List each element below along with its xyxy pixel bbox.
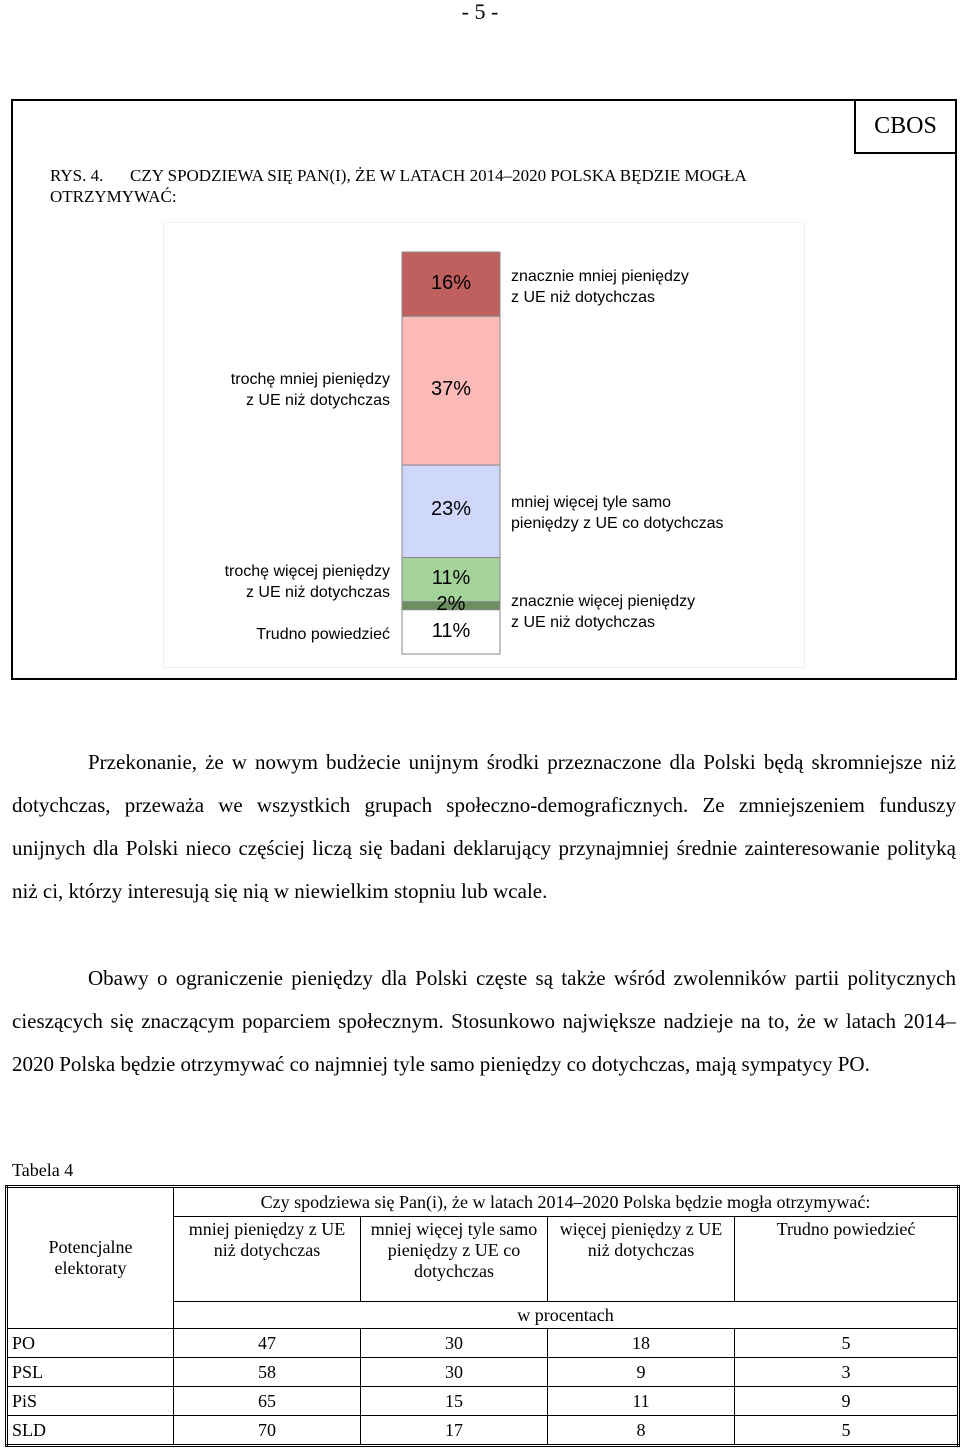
paragraph-1: Przekonanie, że w nowym budżecie unijnym środki przeznaczone dla Polski będą skromniejsze niż dotychczas, przeważa we wszystkich grupach społeczno-demograficznych. Ze zmniejszeniem funduszy unijnych dla Polski nieco częściej liczą się badani deklarujący przynajmniej średnie zainteresowanie polityką niż ci, którzy interesują się nią w niewielkim stopniu lub wcale. (12, 750, 956, 903)
table-caption: Tabela 4 (12, 1160, 74, 1180)
party-cell: PiS (7, 1387, 174, 1416)
value-cell: 8 (548, 1416, 735, 1446)
value-label-troche-mniej: 37% (430, 378, 472, 400)
row-header-cell (7, 1187, 174, 1329)
label-tyle-samo: mniej więcej tyle samo pieniędzy z UE co dotychczas (511, 494, 724, 532)
value-cell: 11 (548, 1387, 735, 1416)
value-label-znacznie-wiecej: 2% (436, 593, 466, 615)
value-cell: 47 (174, 1329, 361, 1358)
table-row (7, 1416, 959, 1446)
value-cell: 9 (548, 1358, 735, 1387)
party-cell: PSL (7, 1358, 174, 1387)
value-cell: 30 (361, 1329, 548, 1358)
value-cell: 65 (174, 1387, 361, 1416)
value-cell: 5 (735, 1329, 959, 1358)
col-header-trudno: Trudno powiedzieć (735, 1217, 959, 1302)
value-cell: 17 (361, 1416, 548, 1446)
figure-title-text: CZY SPODZIEWA SIĘ PAN(I), ŻE W LATACH 2014–2020 POLSKA BĘDZIE MOGŁA OTRZYMYWAĆ: (50, 166, 746, 206)
party-cell: SLD (7, 1416, 174, 1446)
value-cell: 30 (361, 1358, 548, 1387)
page-number: - 5 - (461, 0, 499, 24)
value-cell: 15 (361, 1387, 548, 1416)
party-cell: PO (7, 1329, 174, 1358)
value-cell: 3 (735, 1358, 959, 1387)
figure-number: RYS. 4. (50, 166, 104, 185)
value-cell: 58 (174, 1358, 361, 1387)
value-label-znacznie-mniej: 16% (430, 272, 472, 294)
label-znacznie-mniej: znacznie mniej pieniędzy z UE niż dotychczas (511, 268, 689, 306)
value-cell: 9 (735, 1387, 959, 1416)
table-row (7, 1387, 959, 1416)
value-cell: 18 (548, 1329, 735, 1358)
value-label-trudno: 11% (431, 620, 471, 642)
value-label-troche-wiecej: 11% (431, 567, 471, 589)
table-electorates (5, 1185, 960, 1447)
table-row (7, 1329, 959, 1358)
label-troche-wiecej: trochę więcej pieniędzy z UE niż dotychczas (224, 563, 390, 601)
label-znacznie-wiecej: znacznie więcej pieniędzy z UE niż dotychczas (511, 593, 696, 631)
col-header-tyle-samo: mniej więcej tyle samo pieniędzy z UE co dotychczas (361, 1217, 548, 1302)
row-header: Potencjalne elektoraty (48, 1237, 133, 1278)
col-header-wiecej: więcej pieniędzy z UE niż dotychczas (548, 1217, 735, 1302)
figure-title (50, 165, 850, 207)
col-header-mniej: mniej pieniędzy z UE niż dotychczas (174, 1217, 361, 1302)
label-trudno: Trudno powiedzieć (256, 626, 390, 643)
cbos-label: CBOS (854, 99, 957, 154)
value-cell: 5 (735, 1416, 959, 1446)
value-label-tyle-samo: 23% (430, 498, 472, 520)
unit-row: w procentach (174, 1302, 959, 1329)
label-troche-mniej: trochę mniej pieniędzy z UE niż dotychczas (230, 371, 390, 409)
paragraph-2: Obawy o ograniczenie pieniędzy dla Polski częste są także wśród zwolenników partii politycznych cieszących się znaczącym poparciem społecznym. Stosunkowo największe nadzieje na to, że w latach 2014–2020 Polska będzie otrzymywać co najmniej tyle samo pieniędzy co dotychczas, mają sympatycy PO. (12, 966, 956, 1076)
question-header: Czy spodziewa się Pan(i), że w latach 2014–2020 Polska będzie mogła otrzymywać: (174, 1187, 959, 1217)
value-cell: 70 (174, 1416, 361, 1446)
table-row (7, 1358, 959, 1387)
